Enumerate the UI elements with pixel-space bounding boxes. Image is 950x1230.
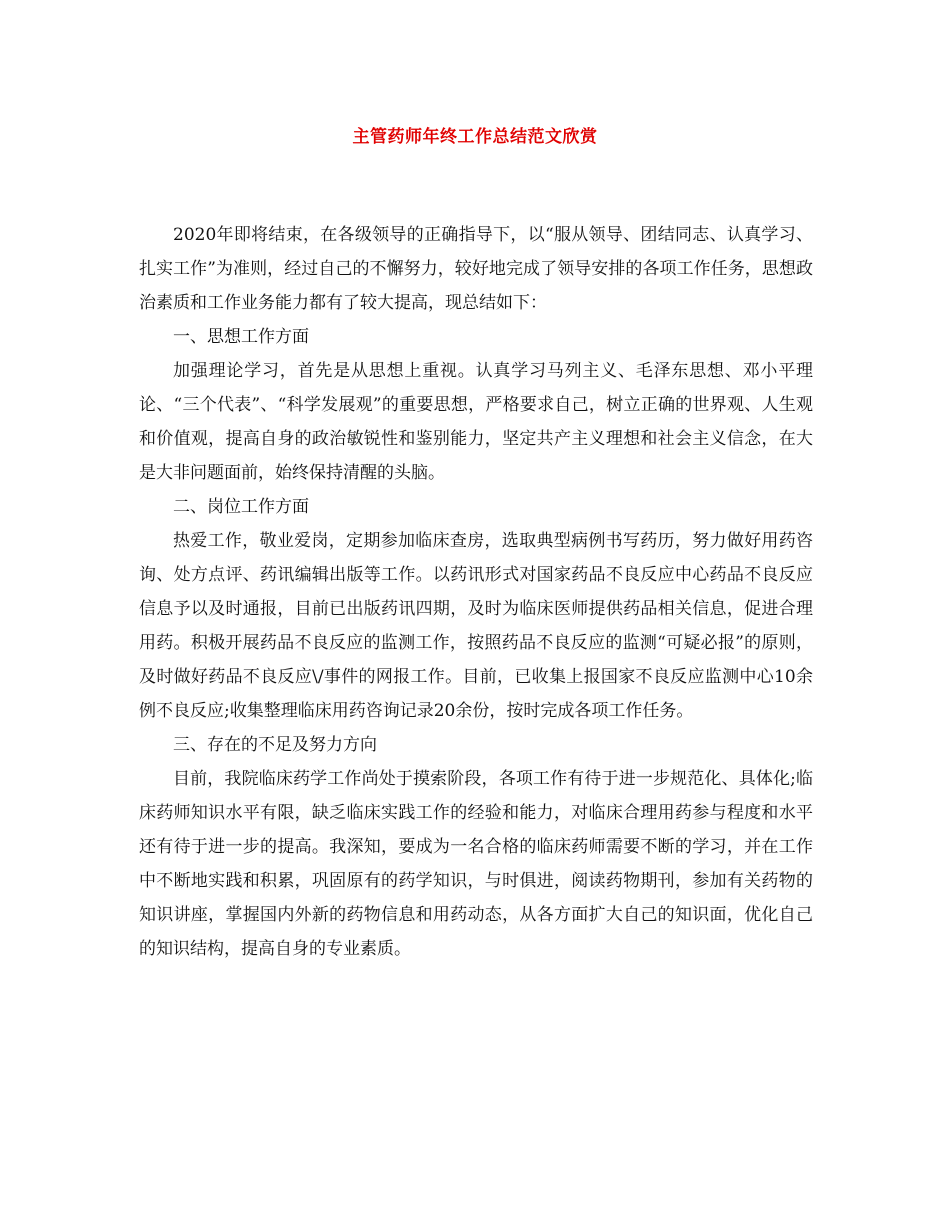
section-heading-shortcomings: 三、存在的不足及努力方向 (173, 735, 377, 755)
section-text-shortcomings: 目前，我院临床药学工作尚处于摸索阶段，各项工作有待于进一步规范化、具体化;临床药师知识水平有限，缺乏临床实践工作的经验和能力，对临床合理用药参与程度和水平还有待于进一步的提高。我深知，要成为一名合格的临床药师需要不断的学习，并在工作中不断地实践和积累，巩固原有的药学知识，与时俱进，阅读药物期刊，参加有关药物的知识讲座，掌握国内外新的药物信息和用药动态，从各方面扩大自己的知识面，优化自己的知识结构，提高自身的专业素质。 (139, 769, 813, 959)
section-heading-post: 二、岗位工作方面 (173, 497, 309, 517)
document-body (139, 218, 813, 966)
document-title: 主管药师年终工作总结范文欣赏 (352, 127, 598, 147)
section-heading-thought: 一、思想工作方面 (173, 327, 309, 347)
intro-paragraph: 2020年即将结束，在各级领导的正确指导下，以“服从领导、团结同志、认真学习、扎实工作”为准则，经过自己的不懈努力，较好地完成了领导安排的各项工作任务，思想政治素质和工作业务能力都有了较大提高，现总结如下： (139, 225, 813, 313)
section-text-post: 热爱工作，敬业爱岗，定期参加临床查房，选取典型病例书写药历，努力做好用药咨询、处方点评、药讯编辑出版等工作。以药讯形式对国家药品不良反应中心药品不良反应信息予以及时通报，目前已出版药讯四期，及时为临床医师提供药品相关信息，促进合理用药。积极开展药品不良反应的监测工作，按照药品不良反应的监测“可疑必报”的原则，及时做好药品不良反应\/事件的网报工作。目前，已收集上报国家不良反应监测中心10余例不良反应;收集整理临床用药咨询记录20余份，按时完成各项工作任务。 (139, 531, 813, 721)
section-text-thought: 加强理论学习，首先是从思想上重视。认真学习马列主义、毛泽东思想、邓小平理论、“三个代表”、“科学发展观”的重要思想，严格要求自己，树立正确的世界观、人生观和价值观，提高自身的政治敏锐性和鉴别能力，坚定共产主义理想和社会主义信念，在大是大非问题面前，始终保持清醒的头脑。 (139, 361, 813, 483)
